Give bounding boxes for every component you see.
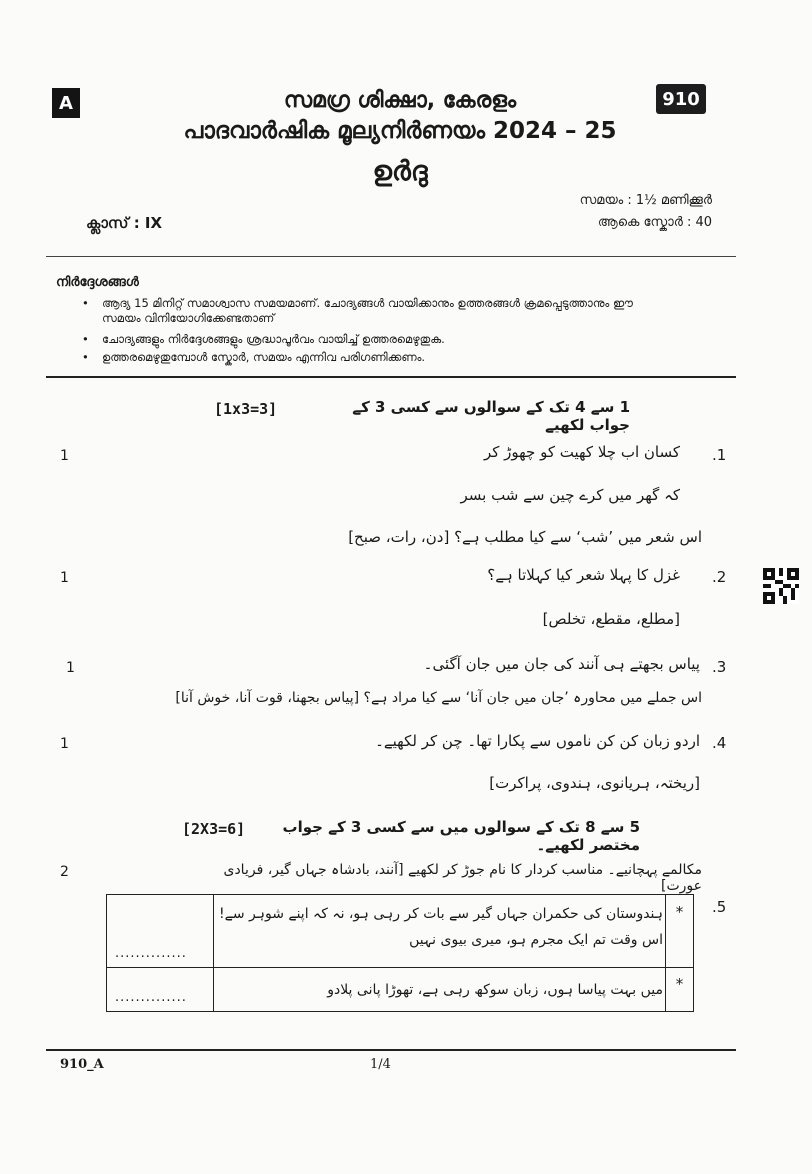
question-4-score: 1	[60, 736, 69, 752]
section-1-heading: 1 سے 4 تک کے سوالوں سے کسی 3 کے جواب لکھیے	[352, 398, 630, 434]
asterisk-icon: *	[665, 895, 693, 967]
time-info: സമയം : 1½ മണിക്കൂർ	[579, 193, 712, 208]
class-info: ക്ലാസ് : IX	[86, 214, 163, 232]
total-score-info: ആകെ സ്കോർ : 40	[597, 215, 712, 230]
section-1-marks: [1x3=3]	[214, 400, 278, 418]
question-3-line: پیاس بجھتے ہی آنند کی جان میں جان آگئی۔	[423, 655, 700, 673]
instruction-item	[82, 296, 662, 326]
question-3-line: اس جملے میں محاورہ ’جان میں جان آنا‘ سے کیا مراد ہے؟ [پیاس بجھنا، قوت آنا، خوش آنا]	[175, 690, 702, 706]
question-2-score: 1	[60, 570, 69, 586]
footer-paper-code: 910_A	[60, 1057, 104, 1072]
answer-blank[interactable]: ..............	[107, 895, 214, 967]
instruction-text: ചോദ്യങ്ങളും നിർദ്ദേശങ്ങളും ശ്രദ്ധാപൂർവം വായിച്ച് ഉത്തരമെഴുതുക.	[102, 332, 445, 346]
section-2-heading: 5 سے 8 تک کے سوالوں میں سے کسی 3 کے جواب مختصر لکھیے۔	[282, 818, 640, 854]
paper-code-badge: 910	[656, 84, 706, 114]
dialogue-text: میں بہت پیاسا ہوں، زبان سوکھ رہی ہے، تھوڑا پانی پلادو	[327, 982, 663, 998]
instruction-text: ആദ്യ 15 മിനിറ്റ് സമാശ്വാസ സമയമാണ്. ചോദ്യങ്ങൾ വായിക്കാനും ഉത്തരങ്ങൾ ക്രമപ്പെടുത്താനും ഈ സമയം വിനിയോഗിക്കേണ്ടതാണ്	[102, 296, 633, 325]
question-1-score: 1	[60, 448, 69, 464]
instructions-divider	[46, 376, 736, 378]
section-2-marks: [2X3=6]	[182, 820, 246, 838]
subject-title: ഉർദു	[372, 156, 428, 187]
answer-blank[interactable]: ..............	[107, 967, 214, 1011]
table-row	[107, 895, 693, 968]
question-1-line: اس شعر میں ’شب‘ سے کیا مطلب ہے؟ [دن، رات، صبح]	[348, 528, 702, 546]
bullet-icon: •	[82, 332, 89, 346]
question-1-line: کسان اب چلا کھیت کو چھوڑ کر	[483, 443, 680, 461]
asterisk-icon: *	[665, 967, 693, 1011]
organization-title: സമഗ്ര ശിക്ഷാ, കേരളം	[283, 88, 517, 113]
question-3-score: 1	[66, 660, 75, 676]
instruction-item	[82, 332, 662, 347]
page-number: 1/4	[370, 1057, 391, 1072]
header-divider	[46, 256, 736, 257]
question-4-line: [ریختہ، ہریانوی، ہندوی، پراکرت]	[489, 774, 700, 792]
instruction-text: ഉത്തരമെഴുതുമ്പോൾ സ്കോർ, സമയം എന്നിവ പരിഗണിക്കണം.	[102, 350, 426, 364]
question-5-score: 2	[60, 864, 69, 880]
question-4-line: اردو زبان کن کن ناموں سے پکارا تھا۔ چن کر لکھیے۔	[375, 732, 700, 750]
question-1-line: کہ گھر میں کرے چین سے شب بسر	[460, 486, 680, 504]
question-3-number: .3	[712, 658, 727, 676]
question-5-prompt: مکالمے پہچانیے۔ مناسب کردار کا نام جوڑ کر لکھیے [آنند، بادشاہ جہاں گیر، فریادی عورت]	[223, 862, 702, 894]
question-5-table	[106, 894, 694, 1012]
instruction-item	[82, 350, 662, 365]
question-5-number: .5	[712, 898, 727, 916]
question-4-number: .4	[712, 734, 727, 752]
question-2-line: غزل کا پہلا شعر کیا کہلاتا ہے؟	[487, 566, 680, 584]
version-badge: A	[52, 88, 80, 118]
bullet-icon: •	[82, 350, 89, 364]
qr-code-icon	[763, 568, 799, 604]
dialogue-text: ہندوستان کی حکمران جہاں گیر سے بات کر رہی ہو، نہ کہ اپنے شوہر سے! اس وقت تم ایک مجرم ہو، میری بیوی نہیں	[219, 906, 663, 948]
table-row	[107, 967, 693, 1011]
question-2-number: .2	[712, 568, 727, 586]
bullet-icon: •	[82, 296, 89, 310]
footer-divider	[46, 1049, 736, 1051]
instructions-title: നിർദ്ദേശങ്ങൾ	[56, 275, 139, 290]
question-1-number: .1	[712, 446, 727, 464]
exam-title: പാദവാർഷിക മൂല്യനിർണയം 2024 – 25	[183, 118, 617, 144]
question-2-line: [مطلع، مقطع، تخلص]	[542, 610, 680, 628]
